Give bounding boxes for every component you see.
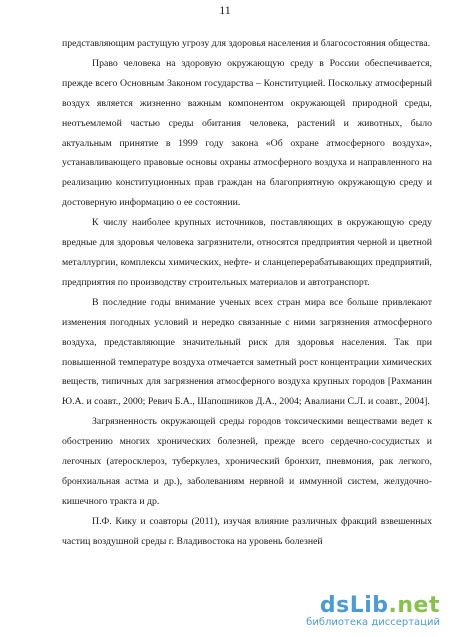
paragraph: П.Ф. Кику и соавторы (2011), изучая влияние различных фракций взвешенных частиц воздушной среды г. Владивостока на уровень болезней bbox=[62, 515, 432, 547]
paragraph: К числу наиболее крупных источников, поставляющих в окружающую среду вредные для здоровья человека загрязнители, относятся предприятия черной и цветной металлургии, комплексы химических, нефте- и сланцеперерабатывающих предприятий, предприятия по производству строительных материалов и автотранспорт. bbox=[62, 217, 432, 288]
watermark-caption: библиотека диссертаций bbox=[306, 617, 440, 628]
watermark-logo-text: dsLib bbox=[319, 593, 389, 618]
paragraph: представляющим растущую угрозу для здоровья населения и благосостояния общества. bbox=[62, 38, 431, 49]
body-text bbox=[62, 34, 432, 552]
page-number: 11 bbox=[219, 3, 231, 17]
watermark bbox=[290, 593, 440, 631]
watermark-logo-suffix: .net bbox=[388, 593, 440, 618]
paragraph: Загрязненность окружающей среды городов токсическими веществами ведет к обострению многих хронических болезней, прежде всего сердечно-сосудистых и легочных (атеросклероз, туберкулез, хронический бронхит, пневмония, рак легкого, бронхиальная астма и др.), заболеваниям нервной и иммунной систем, желудочно-кишечного тракта и др. bbox=[62, 416, 432, 507]
watermark-logo bbox=[320, 593, 440, 618]
paragraph: Право человека на здоровую окружающую среду в России обеспечивается, прежде всего Основным Законом государства – Конституцией. Поскольку атмосферный воздух является жизненно важным компонентом окружающей природной среды, неотъемлемой частью среды обитания человека, растений и животных, было актуальным принятие в 1999 году закона «Об охране атмосферного воздуха», устанавливающего правовые основы охраны атмосферного воздуха и направленного на реализацию конституционных прав граждан на благоприятную окружающую среду и достоверную информацию о ее состоянии. bbox=[62, 57, 432, 209]
paragraph: В последние годы внимание ученых всех стран мира все больше привлекают изменения погодных условий и нередко связанные с ними загрязнения атмосферного воздуха, представляющие значительный риск для здоровья населения. Так при повышенной температуре воздуха отмечается заметный рост концентрации химических веществ, типичных для загрязнения атмосферного воздуха крупных городов [Рахманин Ю.А. и соавт., 2000; Ревич Б.А., Шапошников Д.А., 2004; Авалиани С.Л. и соавт., 2004]. bbox=[62, 296, 432, 408]
